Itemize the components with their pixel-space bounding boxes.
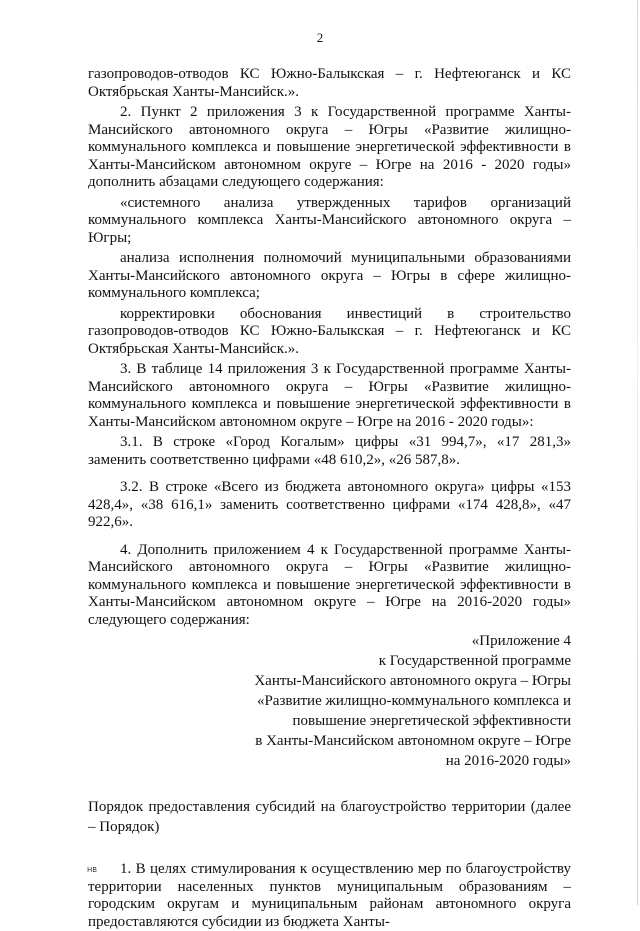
footer-mark: НВ — [87, 866, 98, 874]
paragraph-procedure-1: 1. В целях стимулирования к осуществлению мер по благоустройству территории населенных пунктов муниципальным образованиям – городским округам и муниципальным районам автономного округа предоставляются субсидии из бюджета Ханты- — [88, 861, 571, 930]
section-title: Порядок предоставления субсидий на благоустройство территории (далее – Порядок) — [88, 799, 571, 835]
paragraph-item-2: 2. Пункт 2 приложения 3 к Государственной программе Ханты-Мансийского автономного округа – Югры «Развитие жилищно-коммунального комплекса и повышение энергетической эффективности в Ханты-Мансийском автономном округе – Югре на 2016 - 2020 годы» дополнить абзацами следующего содержания: — [88, 104, 571, 190]
paragraph-item-3: 3. В таблице 14 приложения 3 к Государственной программе Ханты-Мансийского автономного округа – Югры «Развитие жилищно-коммунального комплекса и повышение энергетической эффективности в Ханты-Мансийском автономном округе – Югре на 2016 - 2020 годы»: — [88, 361, 571, 430]
paragraph-insert-3: корректировки обоснования инвестиций в строительство газопроводов-отводов КС Южно-Балыкская – г. Нефтеюганск и КС Октябрьская Ханты-Мансийск.». — [88, 305, 571, 357]
paragraph-continuation: газопроводов-отводов КС Южно-Балыкская – г. Нефтеюганск и КС Октябрьская Ханты-Мансийск.». — [88, 66, 571, 100]
paragraph-item-3-1: 3.1. В строке «Город Когалым» цифры «31 994,7», «17 281,3» заменить соответственно цифрами «48 610,2», «26 587,8». — [88, 434, 571, 468]
paragraph-insert-2: анализа исполнения полномочий муниципальными образованиями Ханты-Мансийского автономного округа – Югры в сфере жилищно-коммунального комплекса; — [88, 250, 571, 301]
paragraph-item-3-2: 3.2. В строке «Всего из бюджета автономного округа» цифры «153 428,4», «38 616,1» заменить соответственно цифрами «174 428,8», «47 922,6». — [88, 479, 571, 530]
document-body — [88, 66, 571, 931]
paragraph-insert-1: «системного анализа утвержденных тарифов организаций коммунального комплекса Ханты-Мансийского автономного округа – Югры; — [88, 194, 571, 246]
appendix-header — [88, 631, 571, 771]
appendix-line: «Приложение 4 — [471, 633, 571, 649]
appendix-line: в Ханты-Мансийском автономном округе – Югре — [255, 733, 571, 749]
paragraph-item-4: 4. Дополнить приложением 4 к Государственной программе Ханты-Мансийского автономного округа – Югры «Развитие жилищно-коммунального комплекса и повышение энергетической эффективности в Ханты-Мансийском автономном округе – Югре на 2016-2020 годы» следующего содержания: — [88, 541, 571, 628]
appendix-line: Ханты-Мансийского автономного округа – Югры — [254, 673, 571, 689]
appendix-line: на 2016-2020 годы» — [445, 753, 571, 769]
appendix-line: к Государственной программе — [378, 653, 571, 669]
page-edge-shadow — [637, 0, 638, 905]
page-number: 2 — [316, 30, 324, 45]
appendix-line: повышение энергетической эффективности — [292, 713, 571, 729]
appendix-line: «Развитие жилищно-коммунального комплекса и — [256, 693, 571, 709]
